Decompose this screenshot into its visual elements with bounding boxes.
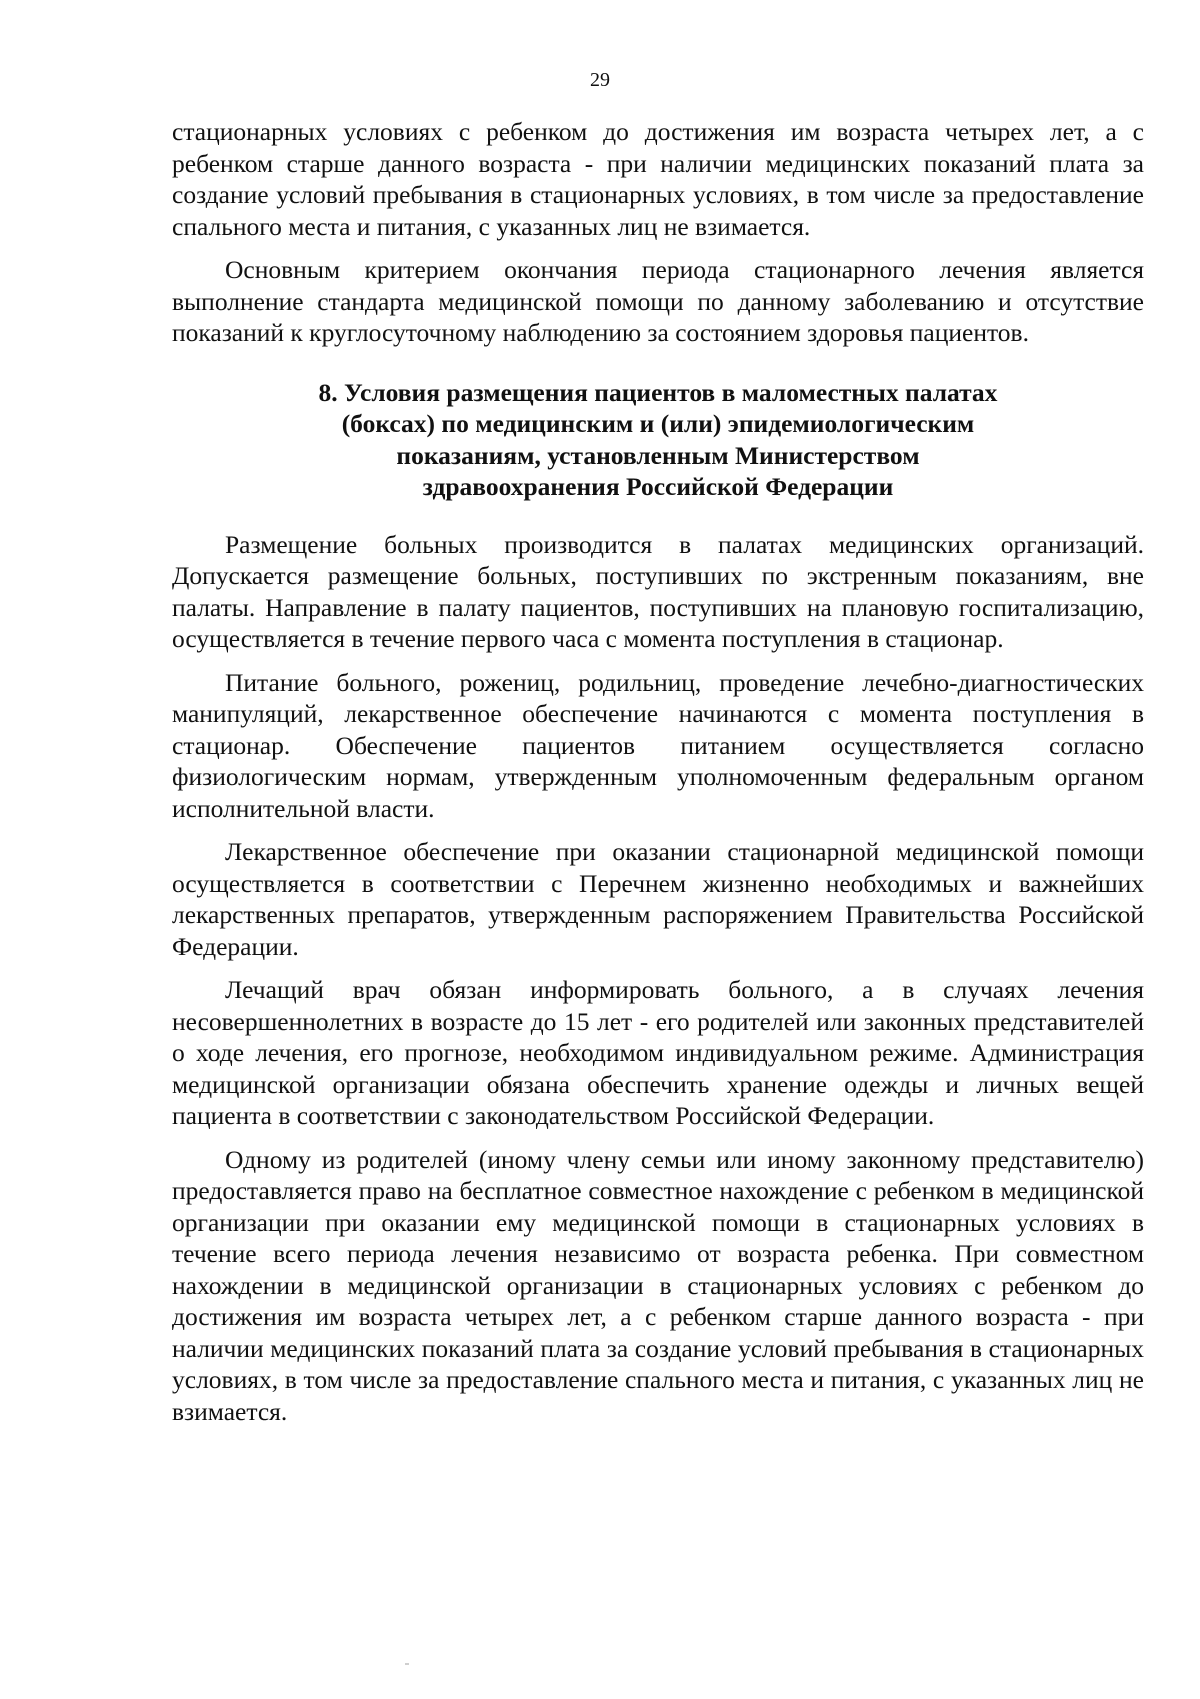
section-heading-line: показаниям, установленным Министерством [396, 440, 920, 470]
section-heading [172, 377, 1144, 503]
section-heading-line: (боксах) по медицинским и (или) эпидемиологическим [341, 409, 975, 438]
document-body [172, 116, 1144, 1439]
paragraph-treatment-completion: Основным критерием окончания периода стационарного лечения является выполнение стандарта медицинской помощи по данному заболеванию и отсутствие показаний к круглосуточному наблюдению за состоянием здоровья пациентов. [172, 255, 1144, 347]
paragraph-physician-duty: Лечащий врач обязан информировать больного, а в случаях лечения несовершеннолетних в возрасте до 15 лет - его родителей или законных представителей о ходе лечения, его прогнозе, необходимом индивидуальном режиме. Администрация медицинской организации обязана обеспечить хранение одежды и личных вещей пациента в соответствии с законодательством Российской Федерации. [172, 975, 1144, 1130]
section-heading-line: здравоохранения Российской Федерации [422, 472, 894, 501]
paragraph-medication: Лекарственное обеспечение при оказании стационарной медицинской помощи осуществляется в соответствии с Перечнем жизненно необходимых и важнейших лекарственных препаратов, утвержденным распоряжением Правительства Российской Федерации. [172, 837, 1144, 961]
paragraph-nutrition: Питание больного, рожениц, родильниц, проведение лечебно-диагностических манипуляций, лекарственное обеспечение начинаются с момента поступления в стационар. Обеспечение пациентов питанием осуществляется согласно физиологическим нормам, утвержденным уполномоченным федеральным органом исполнительной власти. [172, 667, 1144, 823]
paragraph-continuation: стационарных условиях с ребенком до достижения им возраста четырех лет, а с ребенком старше данного возраста - при наличии медицинских показаний плата за создание условий пребывания в стационарных условиях, в том числе за предоставление спального места и питания, с указанных лиц не взимается. [172, 117, 1144, 241]
page-number: 29 [590, 69, 610, 91]
section-heading-line: 8. Условия размещения пациентов в маломестных палатах [318, 377, 998, 407]
paragraph-parent-stay: Одному из родителей (иному члену семьи или иному законному представителю) предоставляется право на бесплатное совместное нахождение с ребенком в медицинской организации при оказании ему медицинской помощи в стационарных условиях в течение всего периода лечения независимо от возраста ребенка. При совместном нахождении в медицинской организации в стационарных условиях с ребенком до достижения им возраста четырех лет, а с ребенком старше данного возраста - при наличии медицинских показаний плата за создание условий пребывания в стационарных условиях, в том числе за предоставление спального места и питания, с указанных лиц не взимается. [172, 1144, 1144, 1426]
scan-speck [405, 1663, 409, 1665]
paragraph-placement: Размещение больных производится в палатах медицинских организаций. Допускается размещение больных, поступивших по экстренным показаниям, вне палаты. Направление в палату пациентов, поступивших на плановую госпитализацию, осуществляется в течение первого часа с момента поступления в стационар. [172, 529, 1144, 653]
